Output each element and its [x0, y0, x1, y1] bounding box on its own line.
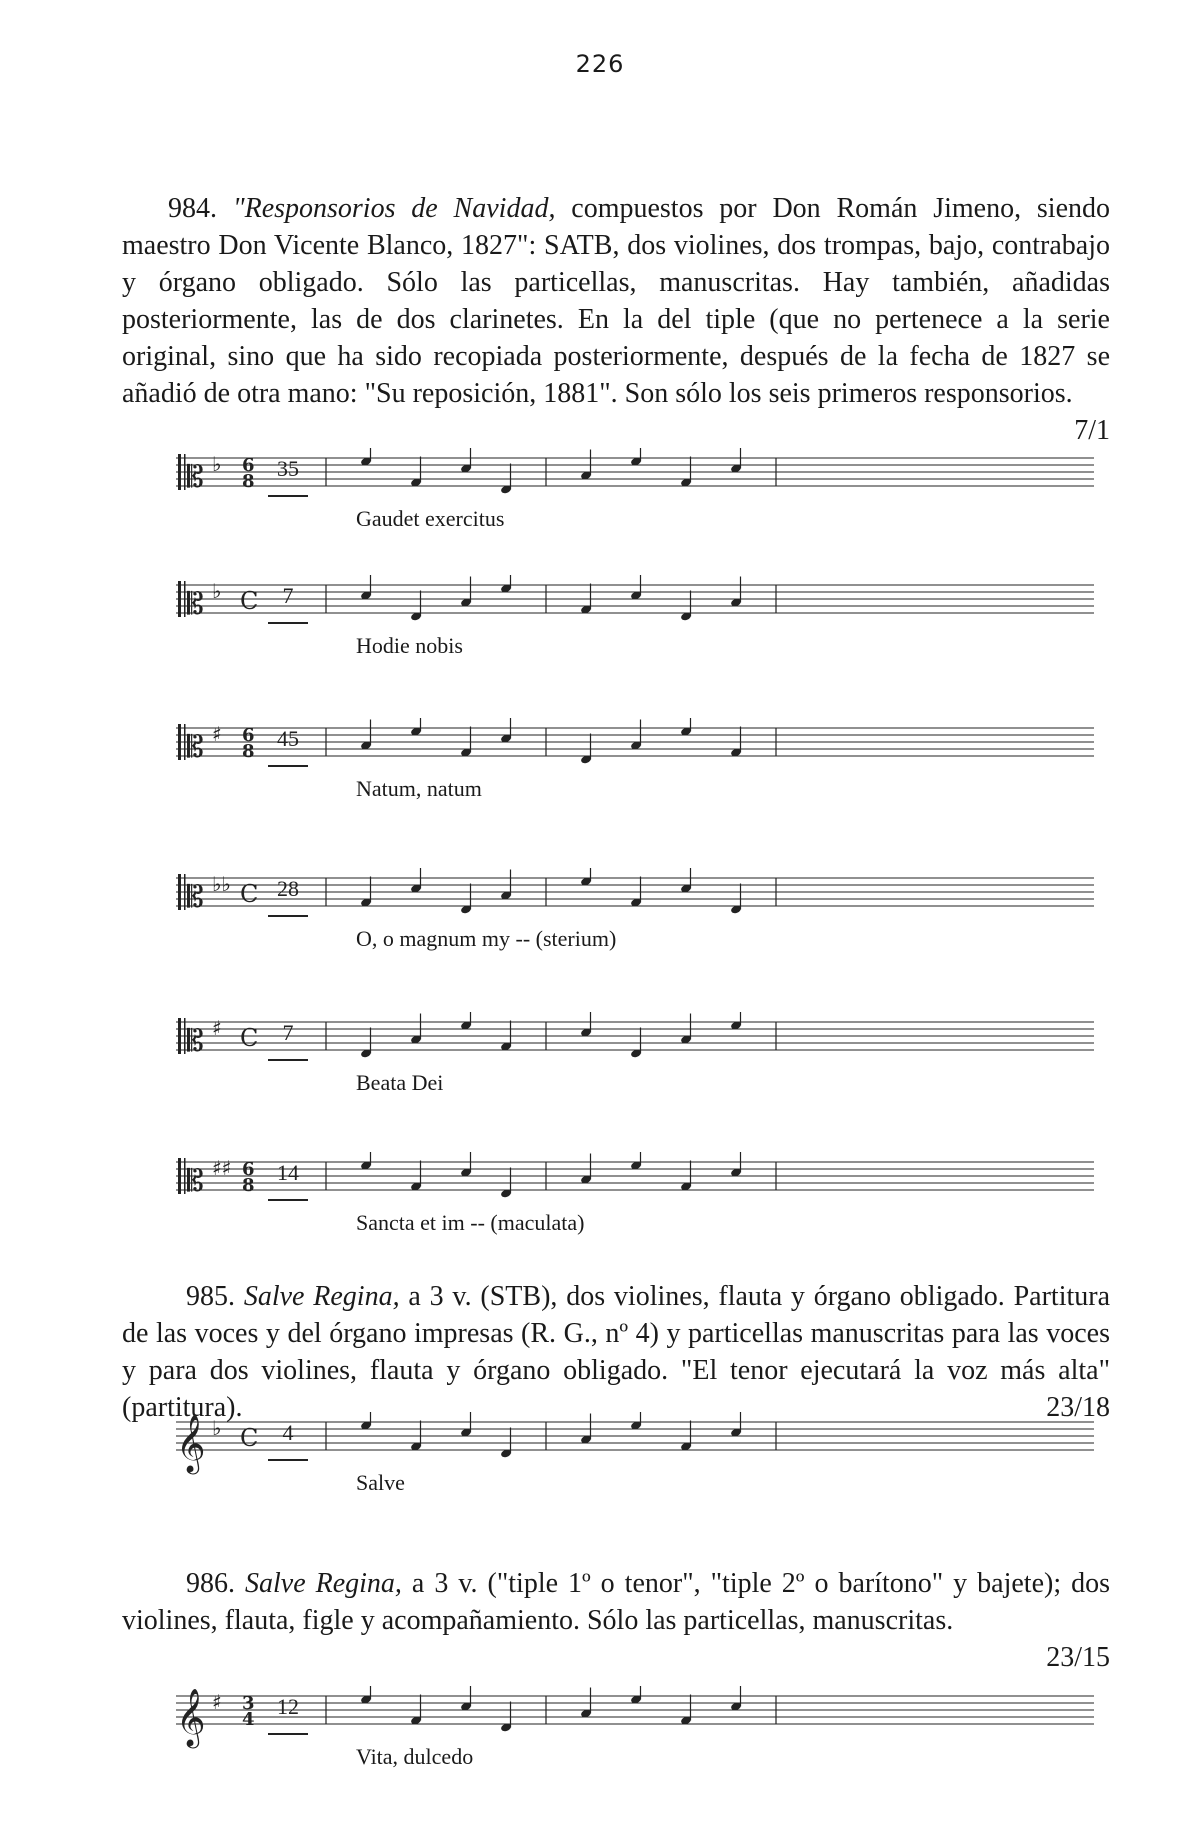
music-incipit-sancta: [176, 1152, 1094, 1235]
time-signature: C: [240, 1024, 259, 1052]
music-incipit-hodie: [176, 575, 1094, 658]
alto-clef-icon: [178, 874, 181, 910]
alto-clef-icon: [178, 581, 181, 617]
treble-clef-icon: 𝄞: [176, 1414, 206, 1472]
alto-clef-icon: [184, 1158, 186, 1194]
time-signature: 8: [242, 1175, 255, 1196]
staff-svg: [176, 1012, 1094, 1092]
rest-count: 12: [277, 1694, 299, 1719]
incipit-lyric: O, o magnum my -- (sterium): [356, 926, 617, 951]
alto-clef-icon: 𝄡: [187, 1164, 204, 1199]
alto-clef-icon: [178, 724, 181, 760]
entry-title: "Responsorios de Navidad,: [232, 193, 556, 224]
entry-description: a 3 v. (STB), dos violines, flauta y órgano obligado. Partitura de las voces y del órgano impresas (R. G., nº 4) y particellas manuscritas para las voces y para dos violines, flauta y órgano obligado. "El tenor ejecutará la voz más alta" (partitura).: [122, 1281, 1111, 1423]
time-signature: 6: [242, 1159, 255, 1180]
rest-count: 4: [282, 1420, 294, 1445]
key-signature: ♭♭: [212, 872, 231, 896]
rest-count: 7: [282, 583, 294, 608]
music-incipit-gaudet: [176, 448, 1094, 531]
time-signature: 4: [242, 1709, 255, 1730]
alto-clef-icon: 𝄡: [187, 730, 204, 765]
key-signature: ♯: [212, 1690, 222, 1714]
time-signature: 8: [242, 471, 255, 492]
time-signature: 8: [242, 741, 255, 762]
music-incipit-omagnum: [176, 868, 1094, 951]
rest-count: 14: [277, 1160, 299, 1185]
time-signature: 6: [242, 455, 255, 476]
incipit-lyric: Beata Dei: [356, 1070, 444, 1095]
alto-clef-icon: [178, 1158, 181, 1194]
incipit-lyric: Hodie nobis: [356, 633, 463, 658]
time-signature: C: [240, 1424, 259, 1452]
staff-svg: [176, 448, 1094, 528]
music-incipit-beata: [176, 1012, 1094, 1095]
key-signature: ♯: [212, 722, 222, 746]
staff-svg: [176, 1412, 1094, 1492]
alto-clef-icon: [184, 724, 186, 760]
alto-clef-icon: 𝄡: [187, 1024, 204, 1059]
entry-description: a 3 v. ("tiple 1º o tenor", "tiple 2º o barítono" y bajete); dos violines, flauta, figle y acompañamiento. Sólo las particellas, manuscritas.: [122, 1568, 1111, 1636]
alto-clef-icon: 𝄡: [187, 587, 204, 622]
rest-count: 28: [277, 876, 299, 901]
key-signature: ♭: [212, 579, 222, 603]
time-signature: 6: [242, 725, 255, 746]
staff-svg: [176, 575, 1094, 655]
entry-reference: 7/1: [1074, 415, 1110, 446]
rest-count: 35: [277, 456, 299, 481]
alto-clef-icon: 𝄡: [187, 880, 204, 915]
incipit-lyric: Natum, natum: [356, 776, 482, 801]
entry-reference: 23/18: [1046, 1392, 1110, 1423]
music-incipit-natum: [176, 718, 1094, 801]
alto-clef-icon: [184, 1018, 186, 1054]
rest-count: 45: [277, 726, 299, 751]
time-signature: C: [240, 880, 259, 908]
key-signature: ♯♯: [212, 1156, 232, 1180]
rest-count: 7: [282, 1020, 294, 1045]
staff-svg: [176, 1152, 1094, 1232]
incipit-lyric: Vita, dulcedo: [356, 1744, 474, 1769]
page-number: 226: [575, 50, 625, 78]
key-signature: ♭: [212, 452, 222, 476]
key-signature: ♯: [212, 1016, 222, 1040]
entry-description: compuestos por Don Román Jimeno, siendo maestro Don Vicente Blanco, 1827": SATB, dos violines, dos trompas, bajo, contrabajo y órgano obligado. Sólo las particellas, manuscritas. Hay también, añadidas posteriormente, las de dos clarinetes. En la del tiple (que no pertenece a la serie original, sino que ha sido recopiada posteriormente, después de la fecha de 1827 se añadió de otra mano: "Su reposición, 1881". Son sólo los seis primeros responsorios.: [122, 193, 1111, 409]
alto-clef-icon: 𝄡: [187, 460, 204, 495]
alto-clef-icon: [178, 454, 181, 490]
time-signature: 3: [242, 1693, 255, 1714]
catalog-entry-986: [122, 1565, 1110, 1676]
incipit-lyric: Salve: [356, 1470, 405, 1495]
music-incipit-vita: [176, 1686, 1094, 1769]
entry-number: 986.: [186, 1568, 235, 1599]
alto-clef-icon: [178, 1018, 181, 1054]
incipit-lyric: Sancta et im -- (maculata): [356, 1210, 585, 1235]
entry-reference: 23/15: [1046, 1642, 1110, 1673]
time-signature: C: [240, 587, 259, 615]
alto-clef-icon: [184, 581, 186, 617]
entry-number: 984.: [168, 193, 217, 224]
key-signature: ♭: [212, 1416, 222, 1440]
entry-number: 985.: [186, 1281, 235, 1312]
catalog-entry-984: [122, 190, 1110, 449]
music-incipit-salve: [176, 1412, 1094, 1495]
staff-svg: [176, 868, 1094, 948]
entry-title: Salve Regina,: [245, 1568, 402, 1599]
alto-clef-icon: [184, 874, 186, 910]
staff-svg: [176, 1686, 1094, 1766]
alto-clef-icon: [184, 454, 186, 490]
staff-svg: [176, 718, 1094, 798]
incipit-lyric: Gaudet exercitus: [356, 506, 505, 531]
entry-title: Salve Regina,: [243, 1281, 400, 1312]
treble-clef-icon: 𝄞: [176, 1688, 206, 1746]
catalog-entry-985: [122, 1278, 1110, 1426]
